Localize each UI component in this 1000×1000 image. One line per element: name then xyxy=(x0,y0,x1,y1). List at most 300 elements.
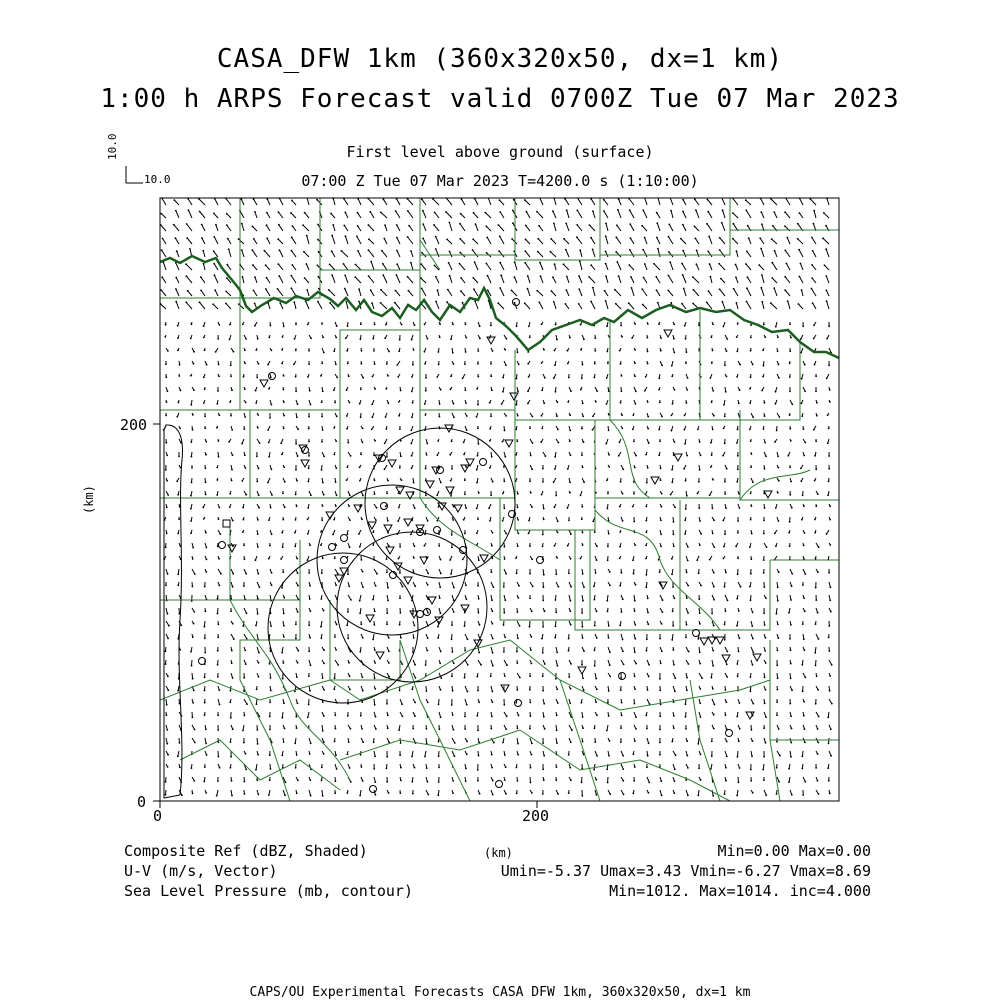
wind-vector xyxy=(720,238,725,244)
wind-vector-head xyxy=(244,715,246,717)
wind-vector-head xyxy=(335,728,337,730)
wind-vector-head xyxy=(739,364,741,366)
wind-vector-head xyxy=(309,753,311,755)
wind-vector-head xyxy=(646,766,648,768)
wind-vector-head xyxy=(166,507,168,509)
wind-vector xyxy=(604,211,608,218)
plot-title: CASA_DFW 1km (360x320x50, dx=1 km) xyxy=(216,44,784,74)
wind-vector-head xyxy=(160,289,162,291)
wind-vector xyxy=(554,198,556,205)
wind-vector-head xyxy=(815,599,817,601)
wind-vector-head xyxy=(350,455,352,457)
wind-vector-head xyxy=(531,558,533,560)
wind-vector xyxy=(291,213,296,218)
wind-vector xyxy=(591,265,595,270)
wind-vector-head xyxy=(727,600,729,602)
wind-vector-head xyxy=(674,677,676,679)
wind-vector-head xyxy=(269,754,271,756)
wind-vector xyxy=(368,198,374,205)
wind-vector-head xyxy=(736,351,738,353)
wind-vector-head xyxy=(356,235,358,237)
wind-vector xyxy=(736,265,739,271)
wind-vector-head xyxy=(647,351,649,353)
wind-vector-head xyxy=(633,753,635,755)
wind-vector xyxy=(617,262,621,270)
wind-vector-head xyxy=(472,277,474,279)
wind-vector-head xyxy=(478,612,480,614)
wind-vector-head xyxy=(685,637,687,639)
wind-vector-head xyxy=(193,780,195,782)
wind-vector-head xyxy=(489,467,491,469)
wind-vector xyxy=(307,290,309,296)
wind-vector-head xyxy=(216,427,218,429)
wind-vector xyxy=(318,302,322,310)
wind-vector-head xyxy=(186,223,188,225)
wind-vector-head xyxy=(751,533,753,535)
wind-vector-head xyxy=(536,290,538,292)
wind-vector-head xyxy=(673,727,675,729)
wind-vector xyxy=(642,289,647,296)
wind-vector-head xyxy=(752,481,754,483)
wind-vector-head xyxy=(448,262,450,264)
wind-vector-head xyxy=(334,792,336,794)
wind-vector-head xyxy=(765,794,767,796)
wind-vector xyxy=(461,278,465,283)
wind-vector-head xyxy=(218,324,220,326)
wind-vector-head xyxy=(283,613,285,615)
wind-vector-head xyxy=(784,289,786,291)
wind-vector xyxy=(577,225,582,231)
wind-vector-head xyxy=(411,756,413,758)
wind-vector-head xyxy=(291,287,293,289)
wind-vector-head xyxy=(256,779,258,781)
wind-vector-head xyxy=(736,663,738,665)
wind-vector xyxy=(710,277,712,283)
wind-vector-head xyxy=(244,558,246,560)
wind-vector-head xyxy=(344,288,346,290)
wind-vector-head xyxy=(349,519,351,521)
wind-vector-head xyxy=(399,624,401,626)
wind-vector-head xyxy=(516,440,518,442)
wind-vector-head xyxy=(791,403,793,405)
wind-vector xyxy=(721,279,725,283)
wind-vector-head xyxy=(295,390,297,392)
wind-vector-head xyxy=(255,625,257,627)
wind-vector-head xyxy=(407,276,409,278)
wind-vector-head xyxy=(771,277,773,279)
wind-vector xyxy=(824,213,829,218)
wind-vector-head xyxy=(203,402,205,404)
wind-vector xyxy=(528,276,530,283)
wind-vector xyxy=(619,199,621,205)
wind-vector-head xyxy=(594,665,596,667)
wind-vector-head xyxy=(659,689,661,691)
wind-vector xyxy=(579,304,582,309)
wind-vector-head xyxy=(765,597,767,599)
wind-vector-head xyxy=(720,278,722,280)
wind-vector-head xyxy=(505,793,507,795)
wind-vector-head xyxy=(308,481,310,483)
wind-vector-head xyxy=(280,442,282,444)
wind-vector xyxy=(567,210,569,218)
wind-vector-head xyxy=(829,389,831,391)
wind-vector-head xyxy=(161,276,163,278)
wind-vector-head xyxy=(517,493,519,495)
wind-vector-head xyxy=(231,389,233,391)
wind-vector-head xyxy=(790,715,792,717)
wind-vector xyxy=(408,291,413,296)
wind-vector-head xyxy=(371,429,373,431)
wind-vector-head xyxy=(749,428,751,430)
wind-vector-head xyxy=(344,275,346,277)
wind-vector-head xyxy=(411,467,413,469)
wind-vector-head xyxy=(784,276,786,278)
wind-vector-head xyxy=(777,492,779,494)
wind-vector-head xyxy=(542,468,544,470)
wind-vector xyxy=(813,303,816,309)
station-triangle-marker xyxy=(716,637,724,644)
wind-vector-head xyxy=(738,610,740,612)
wind-vector-head xyxy=(582,600,584,602)
wind-vector xyxy=(243,277,245,283)
wind-vector-head xyxy=(215,224,217,226)
wind-vector-head xyxy=(308,441,310,443)
wind-vector-head xyxy=(399,572,401,574)
wind-vector-head xyxy=(658,559,660,561)
wind-vector-head xyxy=(737,429,739,431)
wind-vector-head xyxy=(269,545,271,547)
wind-vector-head xyxy=(722,455,724,457)
wind-vector-head xyxy=(595,678,597,680)
wind-vector xyxy=(280,303,283,309)
wind-vector-head xyxy=(647,428,649,430)
wind-vector-head xyxy=(491,599,493,601)
wind-vector-head xyxy=(829,519,831,521)
wind-vector xyxy=(528,289,531,296)
wind-vector-head xyxy=(765,455,767,457)
wind-vector xyxy=(709,236,712,244)
wind-vector-head xyxy=(552,276,554,278)
wind-vector-head xyxy=(488,507,490,509)
wind-vector-head xyxy=(752,638,754,640)
wind-vector-head xyxy=(331,250,333,252)
wind-vector xyxy=(500,288,504,296)
wind-vector xyxy=(554,302,556,309)
wind-vector-head xyxy=(817,689,819,691)
wind-vector xyxy=(540,198,543,205)
wind-vector xyxy=(304,252,309,257)
wind-vector-head xyxy=(336,495,338,497)
wind-vector-head xyxy=(256,377,258,379)
wind-vector xyxy=(722,223,725,231)
ref-vector-u-label: 10.0 xyxy=(144,173,171,186)
wind-vector-head xyxy=(828,743,830,745)
wind-vector-head xyxy=(492,623,494,625)
wind-vector-head xyxy=(309,637,311,639)
wind-vector-head xyxy=(394,302,396,304)
wind-vector-head xyxy=(259,586,261,588)
wind-vector-head xyxy=(451,534,453,536)
wind-vector-head xyxy=(205,441,207,443)
wind-vector-head xyxy=(241,480,243,482)
wind-vector-head xyxy=(737,455,739,457)
wind-vector-head xyxy=(395,210,397,212)
wind-vector-head xyxy=(435,276,437,278)
wind-vector-head xyxy=(699,544,701,546)
wind-vector-head xyxy=(450,495,452,497)
wind-vector-head xyxy=(281,363,283,365)
wind-vector-head xyxy=(805,677,807,679)
wind-vector-head xyxy=(398,729,400,731)
wind-vector xyxy=(683,251,686,257)
wind-vector xyxy=(616,304,621,309)
wind-vector-head xyxy=(541,389,543,391)
wind-vector-head xyxy=(590,301,592,303)
wind-vector-head xyxy=(698,573,700,575)
wind-vector xyxy=(396,291,401,296)
wind-vector-head xyxy=(553,377,555,379)
wind-vector-head xyxy=(778,728,780,730)
wind-vector-head xyxy=(746,287,748,289)
wind-vector-head xyxy=(774,250,776,252)
wind-vector-head xyxy=(283,702,285,704)
wind-vector-head xyxy=(582,716,584,718)
wind-vector-head xyxy=(698,481,700,483)
wind-vector-head xyxy=(660,704,662,706)
wind-vector-head xyxy=(320,598,322,600)
wind-vector-head xyxy=(437,637,439,639)
wind-vector-head xyxy=(595,401,597,403)
wind-vector-head xyxy=(218,456,220,458)
wind-vector-head xyxy=(762,349,764,351)
wind-vector xyxy=(385,225,387,231)
wind-vector xyxy=(733,239,738,244)
wind-vector-head xyxy=(658,323,660,325)
wind-vector-head xyxy=(737,520,739,522)
wind-vector-head xyxy=(828,427,830,429)
wind-vector xyxy=(345,275,348,283)
wind-vector-head xyxy=(632,506,634,508)
wind-vector-head xyxy=(620,677,622,679)
wind-vector-head xyxy=(815,375,817,377)
wind-vector-head xyxy=(590,264,592,266)
wind-vector-head xyxy=(451,441,453,443)
wind-vector-head xyxy=(752,703,754,705)
wind-vector-head xyxy=(804,611,806,613)
wind-vector-head xyxy=(681,263,683,265)
wind-vector-head xyxy=(603,199,605,201)
wind-vector-head xyxy=(467,664,469,666)
wind-vector xyxy=(187,224,192,231)
wind-vector-head xyxy=(789,638,791,640)
wind-vector-head xyxy=(687,794,689,796)
wind-vector-head xyxy=(726,701,728,703)
wind-vector-head xyxy=(828,625,830,627)
wind-vector-head xyxy=(619,546,621,548)
wind-vector-head xyxy=(697,743,699,745)
wind-vector xyxy=(227,265,231,270)
wind-vector-head xyxy=(407,236,409,238)
wind-vector-head xyxy=(630,276,632,278)
wind-vector-head xyxy=(332,534,334,536)
wind-vector-head xyxy=(380,212,382,214)
wind-vector xyxy=(215,199,218,205)
wind-vector-head xyxy=(174,199,176,201)
wind-vector-head xyxy=(641,225,643,227)
wind-vector-head xyxy=(205,454,207,456)
wind-vector xyxy=(434,225,439,231)
wind-vector-head xyxy=(802,690,804,692)
wind-vector xyxy=(604,200,608,205)
wind-vector-head xyxy=(814,480,816,482)
wind-vector-head xyxy=(670,210,672,212)
wind-vector-head xyxy=(370,261,372,263)
wind-vector-head xyxy=(739,702,741,704)
wind-vector-head xyxy=(336,416,338,418)
wind-vector-head xyxy=(634,651,636,653)
wind-vector-head xyxy=(648,442,650,444)
wind-vector-head xyxy=(778,637,780,639)
wind-vector-head xyxy=(265,264,267,266)
wind-vector xyxy=(550,252,556,257)
wind-vector xyxy=(368,250,374,257)
wind-vector-head xyxy=(206,559,208,561)
wind-vector-head xyxy=(686,624,688,626)
wind-vector-head xyxy=(713,415,715,417)
wind-vector-head xyxy=(400,742,402,744)
wind-vector-head xyxy=(445,211,447,213)
wind-vector-head xyxy=(398,415,400,417)
wind-vector xyxy=(267,238,270,244)
footer-credit: CAPS/OU Experimental Forecasts CASA DFW 1km, 360x320x50, dx=1 km xyxy=(249,985,751,1000)
wind-vector-head xyxy=(321,416,323,418)
wind-vector-head xyxy=(295,350,297,352)
wind-vector-head xyxy=(371,302,373,304)
wind-vector-head xyxy=(362,780,364,782)
wind-vector-head xyxy=(748,237,750,239)
wind-vector xyxy=(213,304,218,309)
wind-vector-head xyxy=(816,402,818,404)
wind-vector xyxy=(201,290,205,296)
wind-vector-head xyxy=(761,223,763,225)
wind-vector-head xyxy=(801,519,803,521)
wind-vector-head xyxy=(306,235,308,237)
wind-vector-head xyxy=(725,714,727,716)
wind-vector-head xyxy=(503,508,505,510)
wind-vector-head xyxy=(567,363,569,365)
wind-vector-head xyxy=(372,639,374,641)
wind-vector-head xyxy=(662,599,664,601)
wind-vector-head xyxy=(739,507,741,509)
wind-vector-head xyxy=(527,288,529,290)
wind-vector-head xyxy=(269,779,271,781)
wind-vector-head xyxy=(203,263,205,265)
wind-vector-head xyxy=(752,651,754,653)
wind-vector-head xyxy=(735,276,737,278)
wind-vector-head xyxy=(516,767,518,769)
wind-vector-head xyxy=(711,755,713,757)
wind-vector-head xyxy=(594,625,596,627)
wind-vector xyxy=(291,276,296,283)
wind-vector-head xyxy=(775,507,777,509)
wind-vector-head xyxy=(282,519,284,521)
wind-vector-head xyxy=(243,677,245,679)
wind-vector-head xyxy=(763,324,765,326)
wind-vector xyxy=(381,303,387,309)
wind-vector-head xyxy=(658,429,660,431)
wind-vector-head xyxy=(309,598,311,600)
wind-vector-head xyxy=(816,675,818,677)
wind-vector-head xyxy=(297,585,299,587)
wind-vector-head xyxy=(295,324,297,326)
wind-vector xyxy=(695,226,700,231)
wind-vector-head xyxy=(776,741,778,743)
wind-vector-head xyxy=(583,650,585,652)
wind-vector-head xyxy=(579,249,581,251)
wind-vector-head xyxy=(439,336,441,338)
wind-vector xyxy=(422,288,426,296)
wind-vector-head xyxy=(427,637,429,639)
wind-vector-head xyxy=(791,689,793,691)
wind-vector-head xyxy=(408,290,410,292)
wind-vector xyxy=(683,225,686,231)
wind-vector-head xyxy=(686,740,688,742)
wind-vector xyxy=(593,211,595,218)
wind-vector-head xyxy=(426,690,428,692)
wind-vector-head xyxy=(802,794,804,796)
wind-vector-head xyxy=(746,301,748,303)
wind-vector-head xyxy=(243,428,245,430)
wind-vector-head xyxy=(193,363,195,365)
wind-vector-head xyxy=(801,403,803,405)
wind-vector-head xyxy=(802,584,804,586)
wind-vector-head xyxy=(633,441,635,443)
wind-vector-head xyxy=(306,263,308,265)
y-tick-200: 200 xyxy=(120,416,148,434)
wind-vector-head xyxy=(707,199,709,201)
wind-vector-head xyxy=(460,277,462,279)
wind-vector xyxy=(645,264,647,270)
wind-vector xyxy=(591,238,595,244)
wind-vector xyxy=(720,289,725,296)
wind-vector-head xyxy=(543,574,545,576)
wind-vector-head xyxy=(268,388,270,390)
wind-vector-head xyxy=(553,223,555,225)
wind-vector xyxy=(605,291,608,296)
wind-vector xyxy=(215,290,218,296)
wind-vector-head xyxy=(296,505,298,507)
wind-vector-head xyxy=(192,717,194,719)
wind-vector xyxy=(537,291,543,296)
wind-vector-head xyxy=(699,612,701,614)
wind-vector-head xyxy=(615,251,617,253)
wind-vector-head xyxy=(776,701,778,703)
wind-vector xyxy=(279,276,283,283)
wind-vector-head xyxy=(530,782,532,784)
wind-vector-head xyxy=(682,199,684,201)
wind-vector-head xyxy=(426,443,428,445)
wind-vector-head xyxy=(425,377,427,379)
wind-vector-head xyxy=(323,456,325,458)
wind-vector-head xyxy=(284,481,286,483)
wind-vector-head xyxy=(295,494,297,496)
wind-vector-head xyxy=(453,729,455,731)
wind-vector-head xyxy=(752,612,754,614)
wind-vector-head xyxy=(813,210,815,212)
wind-vector-head xyxy=(334,677,336,679)
wind-vector-head xyxy=(347,715,349,717)
wind-vector-head xyxy=(505,533,507,535)
